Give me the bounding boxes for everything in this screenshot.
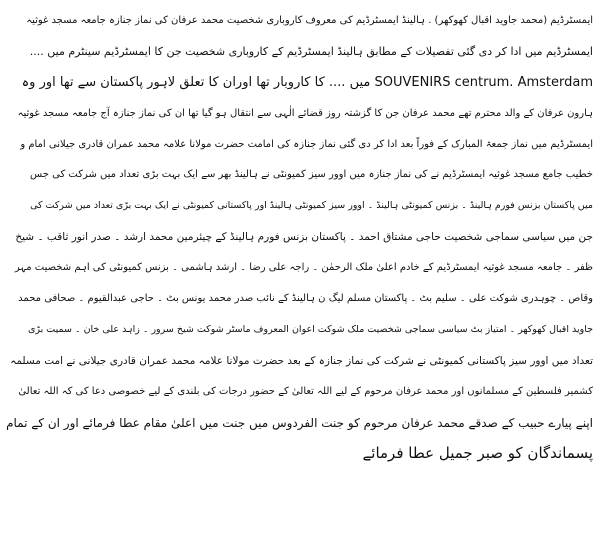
article-line: میں پاکستان بزنس فورم ہالینڈ ۔ بزنس کمیونٹی ہالینڈ ۔ اوور سیز کمیونٹی ہالینڈ اور پاکستانی کمیونٹی نے ایک بہت بڑی تعداد میں شرکت کی [30, 200, 593, 212]
article-line: SOUVENIRS centrum. Amsterdam میں .... کا کاروبار تھا اوران کا تعلق لاہور پاکستان سے تھا اور وہ [21, 74, 593, 90]
article-line: وقاص ۔ چوہدری شوکت علی ۔ سلیم بٹ ۔ پاکستان مسلم لیگ ن ہالینڈ کے نائب صدر محمد یونس بٹ ۔ حاجی عبدالقیوم ۔ صحافی محمد [18, 293, 593, 305]
article-line: اپنے پیارے حبیب کے صدقے محمد عرفان مرحوم کو جنت الفردوس میں جنت میں اعلیٰ مقام عطا فرمائے اور ان کے تمام [6, 415, 593, 430]
article-line-last: پسماندگان کو صبر جمیل عطا فرمائے [362, 444, 593, 463]
article-line: ایمسٹرڈیم (محمد جاوید اقبال کھوکھر) . ہالینڈ ایمسٹرڈیم کی معروف کاروباری شخصیت محمد عرفان کی نماز جنازہ جامعہ مسجد غوثیہ [26, 15, 593, 26]
article-line: جاوید اقبال کھوکھر ۔ امتیاز بٹ سیاسی سماجی شخصیت ملک شوکت اعوان المعروف ماسٹر شوکت شیخ سرور ۔ زاہد علی خان ۔ سمیت بڑی [27, 323, 593, 335]
article-line: خطیب جامع مسجد غوثیہ ایمسٹرڈیم نے کی نماز جنازہ میں اوور سیز کمیونٹی نے ہالینڈ بھر سے ایک بہت بڑی تعداد میں شرکت کی جس [30, 169, 593, 181]
article-line: ہارون عرفان کے والد محترم تھے محمد عرفان جن کا گزشتہ روز قضائے الٰہی سے انتقال ہو گیا تھا ان کی نماز جنازہ آج جامعہ مسجد غوثیہ [17, 107, 593, 119]
article-line: ایمسٹرڈیم میں ادا کر دی گئی تفصیلات کے مطابق ہالینڈ ایمسٹرڈیم کے کاروباری شخصیت جن کا ایمسٹرڈیم سینٹرم میں .... [29, 44, 593, 58]
article-line: ایمسٹرڈیم میں نماز جمعۃ المبارک کے فوراً بعد ادا کر دی گئی نماز جنازہ کی امامت حضرت مولانا علامہ محمد عمران قادری جیلانی امام و [20, 138, 593, 150]
article-line: ظفر ۔ جامعہ مسجد غوثیہ ایمسٹرڈیم کے خادم اعلیٰ ملک الرحمٰن ۔ راجہ علی رضا ۔ ارشد ہاشمی ۔ بزنس کمیونٹی کی اہم شخصیت مہر [14, 262, 593, 274]
article-line: جن میں سیاسی سماجی شخصیت حاجی مشتاق احمد ۔ پاکستان بزنس فورم ہالینڈ کے چیئرمین محمد ارشد ۔ صدر انور ثاقب ۔ شیخ [15, 231, 593, 244]
article-line: تعداد میں اوور سیز پاکستانی کمیونٹی نے شرکت کی نماز جنازہ کے بعد حضرت مولانا علامہ محمد عمران قادری جیلانی نے امت مسلمہ [10, 354, 593, 367]
article-line: کشمیر فلسطین کے مسلمانوں اور محمد عرفان مرحوم کے لیے اللہ تعالیٰ کے حضور درجات کی بلندی کے لیے خصوصی دعا کی کہ اللہ تعالیٰ [18, 385, 593, 397]
